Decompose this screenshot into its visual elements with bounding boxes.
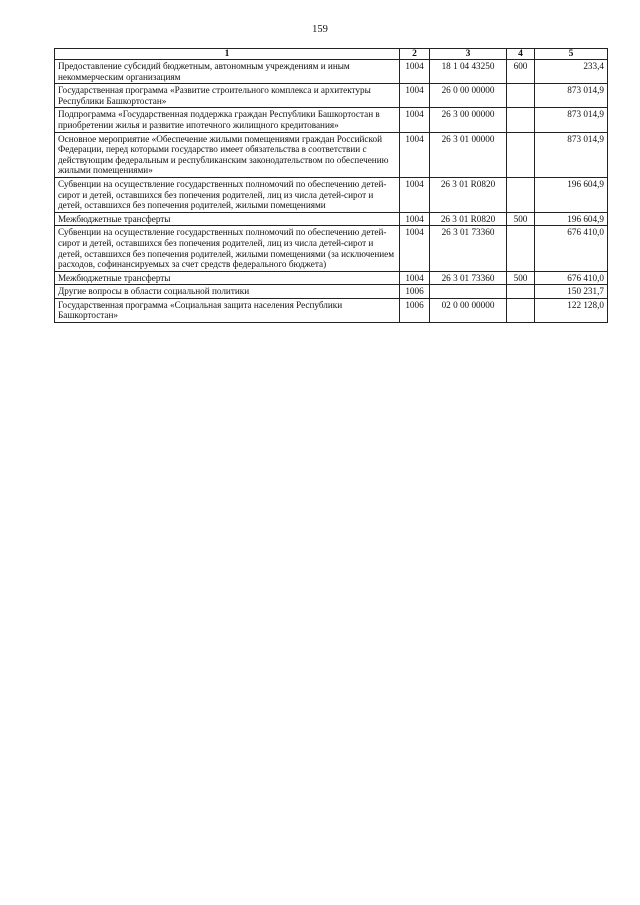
row-amount: 196 604,9 [535, 177, 608, 212]
row-amount: 233,4 [535, 60, 608, 84]
table-row [55, 285, 608, 299]
row-section-code: 1004 [400, 212, 430, 226]
row-amount: 196 604,9 [535, 212, 608, 226]
row-program-code [430, 285, 507, 299]
row-expense-type [507, 226, 535, 271]
row-name: Субвенции на осуществление государственных полномочий по обеспечению детей-сирот и детей, оставшихся без попечения родителей, лиц из числа детей-сирот и детей, оставшихся без попечения родителей, жилыми помещениями [55, 177, 400, 212]
row-program-code: 26 3 01 R0820 [430, 177, 507, 212]
row-expense-type [507, 285, 535, 299]
row-name: Основное мероприятие «Обеспечение жилыми помещениями граждан Российской Федерации, перед которыми государство имеет обязательства в соответствии с действующим федеральным и республиканским законодательством по обеспечению жилыми помещениями» [55, 132, 400, 177]
row-section-code: 1004 [400, 84, 430, 108]
row-amount: 150 231,7 [535, 285, 608, 299]
row-program-code: 26 0 00 00000 [430, 84, 507, 108]
row-expense-type [507, 298, 535, 322]
row-amount: 122 128,0 [535, 298, 608, 322]
table-row [55, 60, 608, 84]
row-program-code: 26 3 01 73360 [430, 226, 507, 271]
row-program-code: 26 3 01 00000 [430, 132, 507, 177]
row-section-code: 1004 [400, 108, 430, 132]
row-section-code: 1004 [400, 226, 430, 271]
row-name: Межбюджетные трансферты [55, 271, 400, 285]
table-row [55, 84, 608, 108]
row-program-code: 02 0 00 00000 [430, 298, 507, 322]
row-expense-type [507, 108, 535, 132]
row-section-code: 1004 [400, 271, 430, 285]
row-amount: 676 410,0 [535, 226, 608, 271]
budget-table [54, 48, 608, 323]
page-number: 159 [312, 24, 328, 35]
row-program-code: 18 1 04 43250 [430, 60, 507, 84]
row-name: Государственная программа «Развитие строительного комплекса и архитектуры Республики Башкортостан» [55, 84, 400, 108]
row-section-code: 1004 [400, 177, 430, 212]
row-name: Межбюджетные трансферты [55, 212, 400, 226]
row-name: Государственная программа «Социальная защита населения Республики Башкортостан» [55, 298, 400, 322]
table-body [55, 60, 608, 323]
row-program-code: 26 3 01 R0820 [430, 212, 507, 226]
row-amount: 676 410,0 [535, 271, 608, 285]
row-expense-type [507, 177, 535, 212]
row-name: Другие вопросы в области социальной политики [55, 285, 400, 299]
table-header-row [55, 49, 608, 60]
row-section-code: 1006 [400, 298, 430, 322]
header-col-4: 4 [507, 49, 535, 60]
header-col-2: 2 [400, 49, 430, 60]
row-expense-type: 500 [507, 212, 535, 226]
table-row [55, 212, 608, 226]
table-row [55, 271, 608, 285]
table-row [55, 108, 608, 132]
row-program-code: 26 3 01 73360 [430, 271, 507, 285]
row-expense-type [507, 84, 535, 108]
row-program-code: 26 3 00 00000 [430, 108, 507, 132]
row-name: Предоставление субсидий бюджетным, автономным учреждениям и иным некоммерческим организациям [55, 60, 400, 84]
header-col-5: 5 [535, 49, 608, 60]
table-row [55, 298, 608, 322]
table-row [55, 226, 608, 271]
row-section-code: 1006 [400, 285, 430, 299]
row-amount: 873 014,9 [535, 108, 608, 132]
row-section-code: 1004 [400, 132, 430, 177]
header-col-3: 3 [430, 49, 507, 60]
row-expense-type: 600 [507, 60, 535, 84]
row-name: Субвенции на осуществление государственных полномочий по обеспечению детей-сирот и детей, оставшихся без попечения родителей, лиц из числа детей-сирот и детей, оставшихся без попечения родителей, жилыми помещениями (за исключением расходов, софинансируемых за счет средств федерального бюджета) [55, 226, 400, 271]
row-expense-type [507, 132, 535, 177]
row-section-code: 1004 [400, 60, 430, 84]
table-row [55, 177, 608, 212]
row-amount: 873 014,9 [535, 132, 608, 177]
header-col-1: 1 [55, 49, 400, 60]
row-amount: 873 014,9 [535, 84, 608, 108]
table-row [55, 132, 608, 177]
row-name: Подпрограмма «Государственная поддержка граждан Республики Башкортостан в приобретении жилья и развитие ипотечного жилищного кредитования» [55, 108, 400, 132]
row-expense-type: 500 [507, 271, 535, 285]
